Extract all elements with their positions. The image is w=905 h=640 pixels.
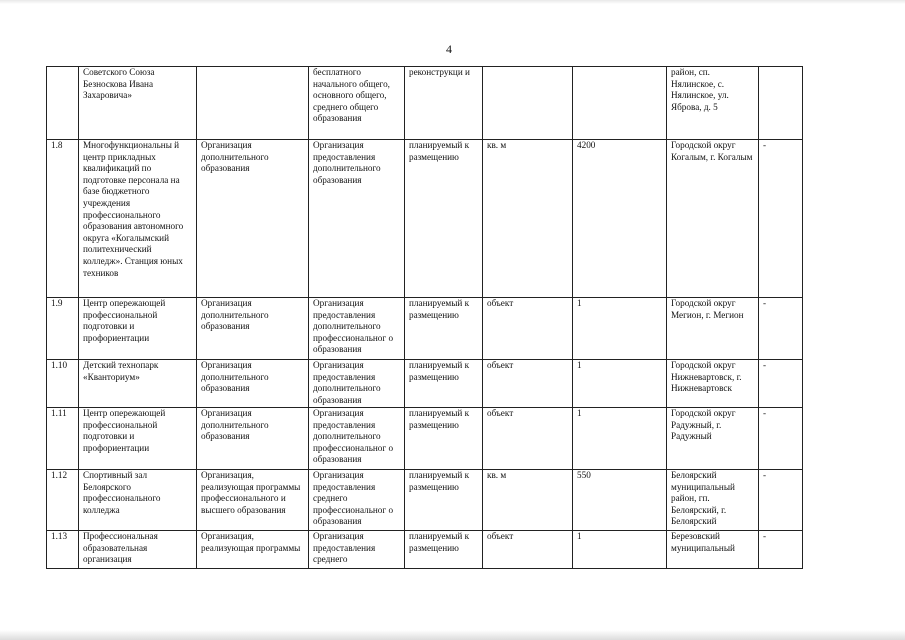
cell-zone: - bbox=[759, 470, 803, 531]
cell-location: Березовский муниципальный bbox=[667, 531, 759, 569]
cell-value: 4200 bbox=[573, 140, 667, 298]
cell-name: Спортивный зал Белоярского профессионального колледжа bbox=[79, 470, 197, 531]
cell-name: Советского Союза Безноскова Ивана Захаровича» bbox=[79, 67, 197, 140]
cell-unit: объект bbox=[483, 408, 573, 470]
cell-num: 1.11 bbox=[47, 408, 79, 470]
cell-zone: - bbox=[759, 531, 803, 569]
cell-num: 1.12 bbox=[47, 470, 79, 531]
table-row bbox=[47, 67, 803, 140]
cell-type: Организация, реализующая программы профессионального и высшего образования bbox=[197, 470, 309, 531]
page-number: 4 bbox=[446, 42, 452, 56]
cell-num bbox=[47, 67, 79, 140]
cell-unit: кв. м bbox=[483, 470, 573, 531]
table-row bbox=[47, 531, 803, 569]
cell-value bbox=[573, 67, 667, 140]
cell-location: Городской округ Когалым, г. Когалым bbox=[667, 140, 759, 298]
scan-edge-bottom bbox=[0, 630, 905, 640]
cell-status: планируемый к размещению bbox=[405, 470, 483, 531]
cell-value: 1 bbox=[573, 408, 667, 470]
cell-type bbox=[197, 67, 309, 140]
cell-status: планируемый к размещению bbox=[405, 298, 483, 360]
cell-zone bbox=[759, 67, 803, 140]
cell-purpose: Организация предоставления дополнительного образования bbox=[309, 140, 405, 298]
cell-location: Городской округ Нижневартовск, г. Нижневартовск bbox=[667, 360, 759, 408]
cell-value: 1 bbox=[573, 298, 667, 360]
cell-type: Организация дополнительного образования bbox=[197, 298, 309, 360]
cell-location: Белоярский муниципальный район, гп. Белоярский, г. Белоярский bbox=[667, 470, 759, 531]
cell-type: Организация дополнительного образования bbox=[197, 360, 309, 408]
cell-status: планируемый к размещению bbox=[405, 140, 483, 298]
cell-status: планируемый к размещению bbox=[405, 360, 483, 408]
cell-num: 1.13 bbox=[47, 531, 79, 569]
cell-num: 1.9 bbox=[47, 298, 79, 360]
cell-location: Городской округ Мегион, г. Мегион bbox=[667, 298, 759, 360]
cell-purpose: Организация предоставления дополнительного профессиональног о образования bbox=[309, 408, 405, 470]
cell-name: Центр опережающей профессиональной подготовки и профориентации bbox=[79, 408, 197, 470]
table-row bbox=[47, 470, 803, 531]
cell-unit: объект bbox=[483, 360, 573, 408]
cell-num: 1.8 bbox=[47, 140, 79, 298]
cell-value: 550 bbox=[573, 470, 667, 531]
cell-value: 1 bbox=[573, 531, 667, 569]
cell-purpose: Организация предоставления дополнительного профессиональног о образования bbox=[309, 298, 405, 360]
cell-unit: объект bbox=[483, 531, 573, 569]
cell-status: планируемый к размещению bbox=[405, 408, 483, 470]
cell-zone: - bbox=[759, 298, 803, 360]
cell-name: Многофункциональны й центр прикладных квалификаций по подготовке персонала на базе бюджетного учреждения профессионального образования автономного округа «Когалымский политехнический колледж». Станция юных техников bbox=[79, 140, 197, 298]
cell-purpose: Организация предоставления среднего bbox=[309, 531, 405, 569]
cell-zone: - bbox=[759, 140, 803, 298]
cell-type: Организация, реализующая программы bbox=[197, 531, 309, 569]
cell-value: 1 bbox=[573, 360, 667, 408]
cell-zone: - bbox=[759, 408, 803, 470]
cell-type: Организация дополнительного образования bbox=[197, 140, 309, 298]
cell-status: реконструкци и bbox=[405, 67, 483, 140]
table-row bbox=[47, 298, 803, 360]
cell-status: планируемый к размещению bbox=[405, 531, 483, 569]
cell-unit: объект bbox=[483, 298, 573, 360]
cell-purpose: бесплатного начального общего, основного общего, среднего общего образования bbox=[309, 67, 405, 140]
table-row bbox=[47, 140, 803, 298]
cell-type: Организация дополнительного образования bbox=[197, 408, 309, 470]
scan-edge-top bbox=[0, 0, 905, 4]
cell-name: Центр опережающей профессиональной подготовки и профориентации bbox=[79, 298, 197, 360]
cell-num: 1.10 bbox=[47, 360, 79, 408]
table-row bbox=[47, 408, 803, 470]
cell-name: Детский технопарк «Кванториум» bbox=[79, 360, 197, 408]
cell-unit: кв. м bbox=[483, 140, 573, 298]
table-row bbox=[47, 360, 803, 408]
cell-purpose: Организация предоставления среднего профессиональног о образования bbox=[309, 470, 405, 531]
cell-zone: - bbox=[759, 360, 803, 408]
cell-location: Городской округ Радужный, г. Радужный bbox=[667, 408, 759, 470]
facilities-table bbox=[46, 66, 803, 569]
cell-purpose: Организация предоставления дополнительного образования bbox=[309, 360, 405, 408]
cell-unit bbox=[483, 67, 573, 140]
cell-location: район, сп. Нялинское, с. Нялинское, ул. Яброва, д. 5 bbox=[667, 67, 759, 140]
cell-name: Профессиональная образовательная организация bbox=[79, 531, 197, 569]
